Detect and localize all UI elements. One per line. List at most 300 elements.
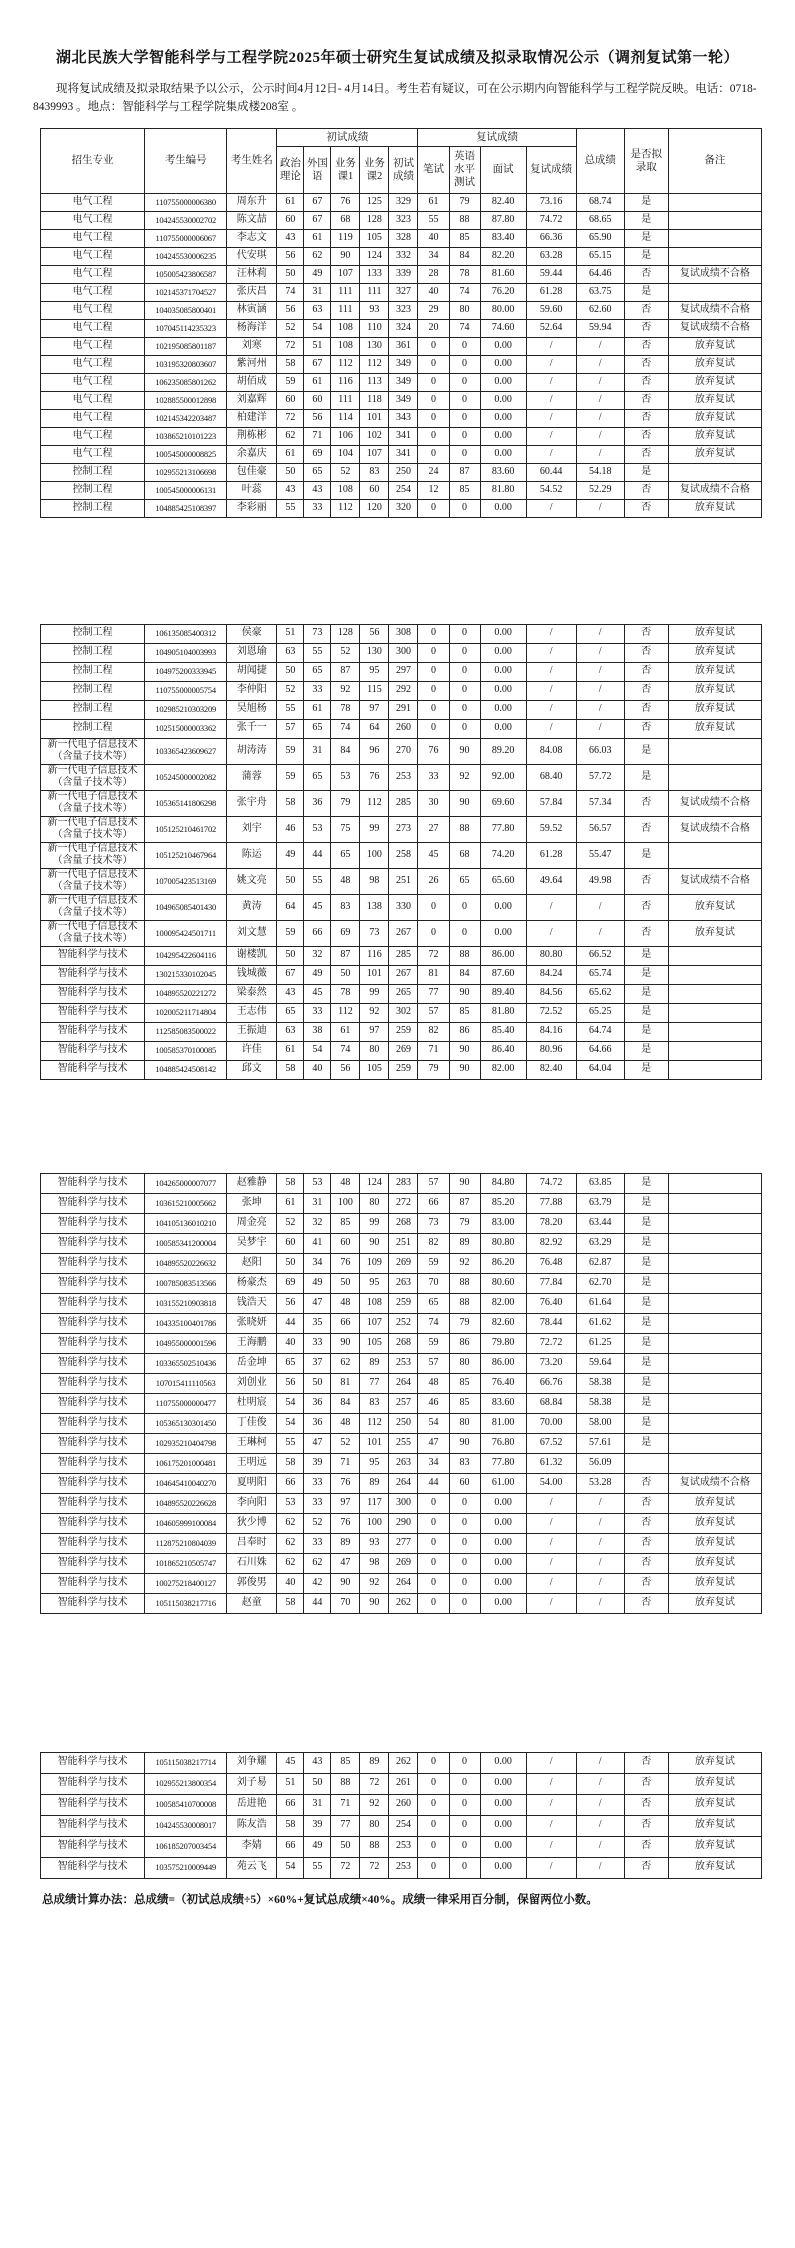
cell-overall-total: 64.74 [576, 1022, 624, 1041]
cell-candidate-name: 侯豪 [227, 624, 277, 643]
cell-candidate-id: 102985210303209 [145, 700, 227, 719]
cell-written-score: 26 [418, 868, 449, 894]
cell-course1-score: 81 [331, 1373, 360, 1393]
cell-course2-score: 101 [360, 1433, 389, 1453]
cell-remark [668, 1273, 761, 1293]
cell-course2-score: 56 [360, 624, 389, 643]
cell-course1-score: 78 [331, 984, 360, 1003]
cell-politics-score: 66 [277, 1473, 304, 1493]
cell-course2-score: 128 [360, 211, 389, 229]
cell-foreign-language-score: 33 [304, 1533, 331, 1553]
cell-initial-total: 277 [389, 1533, 418, 1553]
cell-politics-score: 72 [277, 409, 304, 427]
cell-course1-score: 48 [331, 1173, 360, 1193]
cell-politics-score: 56 [277, 301, 304, 319]
cell-interview-score: 0.00 [480, 1513, 526, 1533]
cell-politics-score: 52 [277, 681, 304, 700]
cell-course2-score: 83 [360, 1393, 389, 1413]
cell-major: 电气工程 [41, 319, 145, 337]
cell-politics-score: 61 [277, 1193, 304, 1213]
cell-interview-score: 82.40 [480, 193, 526, 211]
cell-english-test-score: 0 [449, 1593, 480, 1613]
cell-initial-total: 291 [389, 700, 418, 719]
cell-foreign-language-score: 33 [304, 499, 331, 517]
cell-interview-score: 86.00 [480, 1353, 526, 1373]
page-break-3 [0, 1614, 795, 1752]
cell-overall-total: / [576, 499, 624, 517]
cell-english-test-score: 60 [449, 1473, 480, 1493]
cell-retest-total: / [526, 894, 576, 920]
cell-interview-score: 86.20 [480, 1253, 526, 1273]
cell-major: 智能科学与技术 [41, 1794, 145, 1815]
cell-english-test-score: 0 [449, 719, 480, 738]
cell-overall-total: / [576, 700, 624, 719]
cell-course1-score: 69 [331, 920, 360, 946]
cell-candidate-id: 103615210005662 [145, 1193, 227, 1213]
table-row [41, 738, 762, 764]
cell-admitted: 否 [624, 643, 668, 662]
cell-foreign-language-score: 36 [304, 1413, 331, 1433]
cell-course1-score: 75 [331, 816, 360, 842]
cell-admitted: 否 [624, 445, 668, 463]
cell-candidate-id: 100545000006131 [145, 481, 227, 499]
cell-major: 智能科学与技术 [41, 1373, 145, 1393]
cell-politics-score: 45 [277, 1752, 304, 1773]
cell-overall-total: / [576, 391, 624, 409]
cell-admitted: 是 [624, 1313, 668, 1333]
cell-retest-total: 52.64 [526, 319, 576, 337]
cell-candidate-id: 104895520226632 [145, 1253, 227, 1273]
cell-foreign-language-score: 44 [304, 1593, 331, 1613]
cell-written-score: 0 [418, 391, 449, 409]
cell-overall-total: 56.57 [576, 816, 624, 842]
cell-initial-total: 268 [389, 1333, 418, 1353]
cell-major: 新一代电子信息技术（含量子技术等） [41, 764, 145, 790]
cell-major: 智能科学与技术 [41, 1393, 145, 1413]
cell-retest-total: 76.40 [526, 1293, 576, 1313]
cell-english-test-score: 0 [449, 1752, 480, 1773]
cell-politics-score: 56 [277, 1293, 304, 1313]
cell-interview-score: 77.80 [480, 816, 526, 842]
cell-course2-score: 109 [360, 1253, 389, 1273]
cell-interview-score: 85.20 [480, 1193, 526, 1213]
cell-initial-total: 263 [389, 1453, 418, 1473]
cell-retest-total: 60.44 [526, 463, 576, 481]
cell-course2-score: 100 [360, 1513, 389, 1533]
cell-politics-score: 60 [277, 1233, 304, 1253]
cell-initial-total: 349 [389, 355, 418, 373]
cell-admitted: 否 [624, 894, 668, 920]
cell-overall-total: / [576, 355, 624, 373]
cell-major: 智能科学与技术 [41, 1273, 145, 1293]
cell-course2-score: 105 [360, 1333, 389, 1353]
cell-foreign-language-score: 33 [304, 681, 331, 700]
cell-retest-total: / [526, 1857, 576, 1878]
cell-candidate-name: 张坤 [227, 1193, 277, 1213]
cell-course1-score: 50 [331, 1836, 360, 1857]
cell-written-score: 0 [418, 920, 449, 946]
cell-politics-score: 62 [277, 1553, 304, 1573]
cell-initial-total: 285 [389, 790, 418, 816]
cell-course2-score: 95 [360, 1453, 389, 1473]
cell-major: 新一代电子信息技术（含量子技术等） [41, 894, 145, 920]
cell-course1-score: 85 [331, 1752, 360, 1773]
cell-remark [668, 1413, 761, 1433]
cell-retest-total: / [526, 681, 576, 700]
cell-remark: 放弃复试 [668, 681, 761, 700]
cell-remark: 复试成绩不合格 [668, 790, 761, 816]
cell-course2-score: 76 [360, 764, 389, 790]
results-table-block-4 [40, 1752, 762, 1879]
cell-overall-total: 62.87 [576, 1253, 624, 1273]
cell-admitted: 否 [624, 319, 668, 337]
cell-course2-score: 112 [360, 355, 389, 373]
cell-politics-score: 54 [277, 1393, 304, 1413]
cell-candidate-id: 104975200333945 [145, 662, 227, 681]
cell-course2-score: 98 [360, 1553, 389, 1573]
cell-politics-score: 66 [277, 1794, 304, 1815]
cell-course2-score: 98 [360, 868, 389, 894]
cell-written-score: 54 [418, 1413, 449, 1433]
cell-course1-score: 88 [331, 1773, 360, 1794]
cell-initial-total: 272 [389, 1193, 418, 1213]
cell-remark: 复试成绩不合格 [668, 265, 761, 283]
cell-course2-score: 105 [360, 229, 389, 247]
results-table-block-2 [40, 624, 762, 1080]
cell-overall-total: 59.94 [576, 319, 624, 337]
cell-english-test-score: 0 [449, 894, 480, 920]
cell-major: 智能科学与技术 [41, 1815, 145, 1836]
cell-major: 新一代电子信息技术（含量子技术等） [41, 790, 145, 816]
cell-remark [668, 1433, 761, 1453]
cell-remark: 复试成绩不合格 [668, 301, 761, 319]
cell-english-test-score: 0 [449, 1553, 480, 1573]
cell-major: 新一代电子信息技术（含量子技术等） [41, 842, 145, 868]
cell-overall-total: 63.44 [576, 1213, 624, 1233]
table-row [41, 984, 762, 1003]
cell-retest-total: / [526, 427, 576, 445]
cell-candidate-name: 杨海洋 [227, 319, 277, 337]
cell-retest-total: 84.56 [526, 984, 576, 1003]
cell-foreign-language-score: 42 [304, 1573, 331, 1593]
cell-candidate-id: 110755000006067 [145, 229, 227, 247]
cell-written-score: 76 [418, 738, 449, 764]
cell-major: 控制工程 [41, 681, 145, 700]
cell-major: 智能科学与技术 [41, 1752, 145, 1773]
cell-written-score: 79 [418, 1060, 449, 1079]
cell-candidate-id: 106175201000481 [145, 1453, 227, 1473]
cell-interview-score: 81.60 [480, 265, 526, 283]
cell-course2-score: 125 [360, 193, 389, 211]
cell-retest-total: 67.52 [526, 1433, 576, 1453]
cell-politics-score: 63 [277, 643, 304, 662]
cell-major: 智能科学与技术 [41, 1573, 145, 1593]
cell-interview-score: 76.80 [480, 1433, 526, 1453]
header-candidate-id: 考生编号 [145, 128, 227, 193]
cell-interview-score: 82.00 [480, 1293, 526, 1313]
cell-retest-total: 72.52 [526, 1003, 576, 1022]
cell-course1-score: 111 [331, 283, 360, 301]
cell-overall-total: / [576, 1553, 624, 1573]
cell-politics-score: 51 [277, 624, 304, 643]
cell-course2-score: 100 [360, 842, 389, 868]
cell-course1-score: 76 [331, 1473, 360, 1493]
cell-politics-score: 62 [277, 427, 304, 445]
cell-course2-score: 111 [360, 283, 389, 301]
cell-candidate-id: 100275218400127 [145, 1573, 227, 1593]
cell-candidate-id: 100585410700008 [145, 1794, 227, 1815]
cell-course2-score: 99 [360, 1213, 389, 1233]
cell-remark [668, 1060, 761, 1079]
cell-written-score: 0 [418, 1553, 449, 1573]
cell-remark [668, 1213, 761, 1233]
cell-candidate-name: 张庆昌 [227, 283, 277, 301]
cell-course2-score: 99 [360, 816, 389, 842]
table-row [41, 1815, 762, 1836]
table-row [41, 946, 762, 965]
table-row [41, 463, 762, 481]
cell-politics-score: 55 [277, 700, 304, 719]
cell-english-test-score: 92 [449, 1253, 480, 1273]
cell-initial-total: 250 [389, 1413, 418, 1433]
cell-politics-score: 64 [277, 894, 304, 920]
cell-candidate-id: 102515000003362 [145, 719, 227, 738]
cell-written-score: 0 [418, 1533, 449, 1553]
cell-english-test-score: 88 [449, 1273, 480, 1293]
table-row [41, 427, 762, 445]
cell-politics-score: 50 [277, 946, 304, 965]
cell-initial-total: 254 [389, 1815, 418, 1836]
cell-interview-score: 81.80 [480, 1003, 526, 1022]
cell-retest-total: / [526, 920, 576, 946]
cell-retest-total: 73.16 [526, 193, 576, 211]
cell-written-score: 57 [418, 1353, 449, 1373]
cell-candidate-name: 叶蕊 [227, 481, 277, 499]
cell-retest-total: 78.20 [526, 1213, 576, 1233]
cell-interview-score: 87.60 [480, 965, 526, 984]
cell-written-score: 30 [418, 790, 449, 816]
cell-retest-total: 57.84 [526, 790, 576, 816]
cell-overall-total: / [576, 681, 624, 700]
header-group-retest: 复试成绩 [418, 128, 576, 146]
cell-interview-score: 82.60 [480, 1313, 526, 1333]
cell-retest-total: 80.80 [526, 946, 576, 965]
cell-written-score: 0 [418, 337, 449, 355]
cell-remark [668, 1193, 761, 1213]
header-english-test: 英语水平测试 [449, 146, 480, 193]
cell-politics-score: 74 [277, 283, 304, 301]
table-row [41, 1794, 762, 1815]
cell-politics-score: 44 [277, 1313, 304, 1333]
cell-english-test-score: 79 [449, 1313, 480, 1333]
cell-foreign-language-score: 65 [304, 463, 331, 481]
cell-candidate-id: 104245530006235 [145, 247, 227, 265]
cell-candidate-name: 王海鹏 [227, 1333, 277, 1353]
cell-interview-score: 0.00 [480, 1815, 526, 1836]
cell-foreign-language-score: 67 [304, 193, 331, 211]
cell-overall-total: / [576, 1533, 624, 1553]
table-row [41, 965, 762, 984]
cell-overall-total: 59.64 [576, 1353, 624, 1373]
cell-admitted: 否 [624, 1773, 668, 1794]
cell-overall-total: 66.52 [576, 946, 624, 965]
cell-english-test-score: 86 [449, 1333, 480, 1353]
cell-overall-total: 63.85 [576, 1173, 624, 1193]
cell-candidate-name: 吴梦宇 [227, 1233, 277, 1253]
cell-candidate-id: 100585370100085 [145, 1041, 227, 1060]
cell-candidate-name: 狄少博 [227, 1513, 277, 1533]
cell-retest-total: 66.36 [526, 229, 576, 247]
cell-admitted: 否 [624, 700, 668, 719]
cell-remark [668, 283, 761, 301]
cell-english-test-score: 0 [449, 643, 480, 662]
cell-overall-total: 49.98 [576, 868, 624, 894]
header-politics: 政治理论 [277, 146, 304, 193]
cell-course1-score: 70 [331, 1593, 360, 1613]
cell-english-test-score: 0 [449, 662, 480, 681]
cell-english-test-score: 79 [449, 193, 480, 211]
cell-interview-score: 0.00 [480, 1836, 526, 1857]
cell-initial-total: 253 [389, 1857, 418, 1878]
cell-foreign-language-score: 32 [304, 1213, 331, 1233]
cell-written-score: 65 [418, 1293, 449, 1313]
cell-major: 新一代电子信息技术（含量子技术等） [41, 816, 145, 842]
cell-course2-score: 110 [360, 319, 389, 337]
cell-remark [668, 738, 761, 764]
cell-candidate-id: 102005211714804 [145, 1003, 227, 1022]
cell-candidate-id: 110755000005754 [145, 681, 227, 700]
cell-candidate-name: 李婧 [227, 1836, 277, 1857]
cell-candidate-id: 103865210101223 [145, 427, 227, 445]
cell-candidate-id: 105125210467964 [145, 842, 227, 868]
cell-remark: 复试成绩不合格 [668, 816, 761, 842]
cell-politics-score: 65 [277, 1003, 304, 1022]
cell-admitted: 是 [624, 1393, 668, 1413]
cell-course1-score: 84 [331, 738, 360, 764]
cell-politics-score: 56 [277, 247, 304, 265]
table-row [41, 301, 762, 319]
cell-overall-total: / [576, 1493, 624, 1513]
cell-remark: 放弃复试 [668, 499, 761, 517]
cell-interview-score: 0.00 [480, 1794, 526, 1815]
cell-politics-score: 58 [277, 1060, 304, 1079]
cell-remark [668, 1393, 761, 1413]
cell-initial-total: 264 [389, 1573, 418, 1593]
table-row [41, 355, 762, 373]
cell-english-test-score: 90 [449, 738, 480, 764]
cell-english-test-score: 0 [449, 337, 480, 355]
cell-overall-total: / [576, 624, 624, 643]
cell-foreign-language-score: 73 [304, 624, 331, 643]
cell-initial-total: 259 [389, 1293, 418, 1313]
cell-english-test-score: 83 [449, 1453, 480, 1473]
cell-candidate-name: 刘寒 [227, 337, 277, 355]
cell-written-score: 47 [418, 1433, 449, 1453]
cell-candidate-name: 姚文亮 [227, 868, 277, 894]
cell-course1-score: 48 [331, 1293, 360, 1313]
cell-remark [668, 1253, 761, 1273]
cell-course2-score: 107 [360, 1313, 389, 1333]
cell-interview-score: 86.00 [480, 946, 526, 965]
cell-foreign-language-score: 33 [304, 1003, 331, 1022]
cell-candidate-name: 代安琪 [227, 247, 277, 265]
cell-foreign-language-score: 33 [304, 1333, 331, 1353]
header-course1: 业务课1 [331, 146, 360, 193]
cell-candidate-id: 104265000007077 [145, 1173, 227, 1193]
cell-candidate-name: 柏建洋 [227, 409, 277, 427]
cell-admitted: 否 [624, 1573, 668, 1593]
cell-english-test-score: 88 [449, 211, 480, 229]
cell-retest-total: 76.48 [526, 1253, 576, 1273]
table-row [41, 247, 762, 265]
cell-initial-total: 297 [389, 662, 418, 681]
cell-course2-score: 77 [360, 1373, 389, 1393]
cell-english-test-score: 74 [449, 283, 480, 301]
cell-english-test-score: 0 [449, 1573, 480, 1593]
cell-remark: 放弃复试 [668, 427, 761, 445]
cell-overall-total: / [576, 1815, 624, 1836]
cell-candidate-id: 104965085401430 [145, 894, 227, 920]
cell-retest-total: 59.44 [526, 265, 576, 283]
cell-politics-score: 65 [277, 1353, 304, 1373]
cell-initial-total: 253 [389, 1353, 418, 1373]
cell-overall-total: / [576, 1513, 624, 1533]
cell-written-score: 33 [418, 764, 449, 790]
cell-foreign-language-score: 65 [304, 719, 331, 738]
cell-english-test-score: 85 [449, 229, 480, 247]
cell-admitted: 否 [624, 373, 668, 391]
cell-retest-total: 59.60 [526, 301, 576, 319]
cell-politics-score: 43 [277, 984, 304, 1003]
cell-major: 智能科学与技术 [41, 1253, 145, 1273]
cell-major: 电气工程 [41, 229, 145, 247]
cell-retest-total: 74.72 [526, 1173, 576, 1193]
cell-overall-total: 65.62 [576, 984, 624, 1003]
cell-candidate-id: 107045114235323 [145, 319, 227, 337]
header-retest-total: 复试成绩 [526, 146, 576, 193]
table-row [41, 481, 762, 499]
cell-remark: 复试成绩不合格 [668, 1473, 761, 1493]
cell-initial-total: 250 [389, 463, 418, 481]
cell-english-test-score: 0 [449, 1513, 480, 1533]
cell-remark: 复试成绩不合格 [668, 481, 761, 499]
cell-interview-score: 76.40 [480, 1373, 526, 1393]
cell-candidate-id: 102955213106698 [145, 463, 227, 481]
cell-english-test-score: 90 [449, 1060, 480, 1079]
cell-major: 电气工程 [41, 391, 145, 409]
cell-english-test-score: 74 [449, 319, 480, 337]
cell-candidate-name: 钱城薇 [227, 965, 277, 984]
cell-admitted: 否 [624, 1473, 668, 1493]
cell-initial-total: 341 [389, 427, 418, 445]
cell-written-score: 29 [418, 301, 449, 319]
cell-course1-score: 92 [331, 681, 360, 700]
cell-course1-score: 50 [331, 965, 360, 984]
table-row [41, 662, 762, 681]
cell-candidate-name: 夏明阳 [227, 1473, 277, 1493]
cell-candidate-name: 张宇舟 [227, 790, 277, 816]
cell-retest-total: / [526, 337, 576, 355]
table-row [41, 1752, 762, 1773]
header-major: 招生专业 [41, 128, 145, 193]
cell-course2-score: 107 [360, 445, 389, 463]
cell-course2-score: 80 [360, 1815, 389, 1836]
cell-candidate-id: 102955213800354 [145, 1773, 227, 1794]
cell-candidate-name: 苑云飞 [227, 1857, 277, 1878]
cell-interview-score: 0.00 [480, 1773, 526, 1794]
cell-admitted [624, 1453, 668, 1473]
cell-remark: 复试成绩不合格 [668, 868, 761, 894]
